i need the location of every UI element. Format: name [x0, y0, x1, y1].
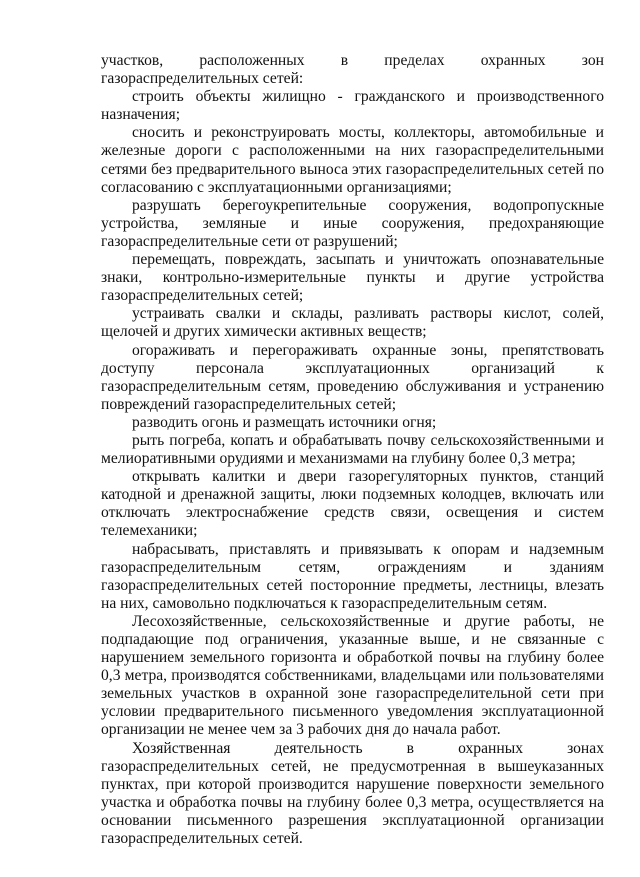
paragraph-item-digging: рыть погреба, копать и обрабатывать почву сельскохозяйственными и мелиоративными орудиями и механизмами на глубину более 0,3 метра; — [101, 431, 604, 468]
paragraph-item-access: открывать калитки и двери газорегуляторных пунктов, станций катодной и дренажной защиты, люки подземных колодцев, включать или отключать электроснабжение средств связи, освещения и систем телемеханики; — [101, 468, 604, 540]
paragraph-item-fencing: огораживать и перегораживать охранные зоны, препятствовать доступу персонала эксплуатационных организаций к газораспределительным сетям, проведению обслуживания и устранению повреждений газораспределительных сетей; — [101, 341, 604, 413]
paragraph-item-demolition: сносить и реконструировать мосты, коллекторы, автомобильные и железные дороги с расположенными на них газораспределительными сетями без предварительного выноса этих газораспределительных сетей по согласованию с эксплуатационными организациями; — [101, 124, 604, 196]
paragraph-permitted-works: Лесохозяйственные, сельскохозяйственные и другие работы, не подпадающие под ограничения, указанные выше, и не связанные с нарушением земельного горизонта и обработкой почвы на глубину более 0,3 метра, производятся собственниками, владельцами или пользователями земельных участков в охранной зоне газораспределительной сети при условии предварительного письменного уведомления эксплуатационной организации не менее чем за 3 рабочих дня до начала работ. — [101, 612, 604, 739]
document-body — [101, 52, 604, 848]
paragraph-item-construction: строить объекты жилищно - гражданского и производственного назначения; — [101, 88, 604, 124]
paragraph-intro: участков, расположенных в пределах охранных зон газораспределительных сетей: — [101, 52, 604, 88]
paragraph-item-dumps: устраивать свалки и склады, разливать растворы кислот, солей, щелочей и других химически активных веществ; — [101, 305, 604, 341]
paragraph-item-signs: перемещать, повреждать, засыпать и уничтожать опознавательные знаки, контрольно-измерительные пункты и другие устройства газораспределительных сетей; — [101, 251, 604, 305]
paragraph-item-fire: разводить огонь и размещать источники огня; — [132, 413, 437, 431]
paragraph-economic-activity: Хозяйственная деятельность в охранных зонах газораспределительных сетей, не предусмотренная в вышеуказанных пунктах, при которой производится нарушение поверхности земельного участка и обработка почвы на глубину более 0,3 метра, осуществляется на основании письменного разрешения эксплуатационной организации газораспределительных сетей. — [101, 739, 604, 848]
paragraph-item-attachments: набрасывать, приставлять и привязывать к опорам и надземным газораспределительным сетям, ограждениям и зданиям газораспределительных сетей посторонние предметы, лестницы, влезать на них, самовольно подключаться к газораспределительным сетям. — [101, 540, 604, 612]
paragraph-item-destruction: разрушать берегоукрепительные сооружения, водопропускные устройства, земляные и иные сооружения, предохраняющие газораспределительные сети от разрушений; — [101, 196, 604, 250]
